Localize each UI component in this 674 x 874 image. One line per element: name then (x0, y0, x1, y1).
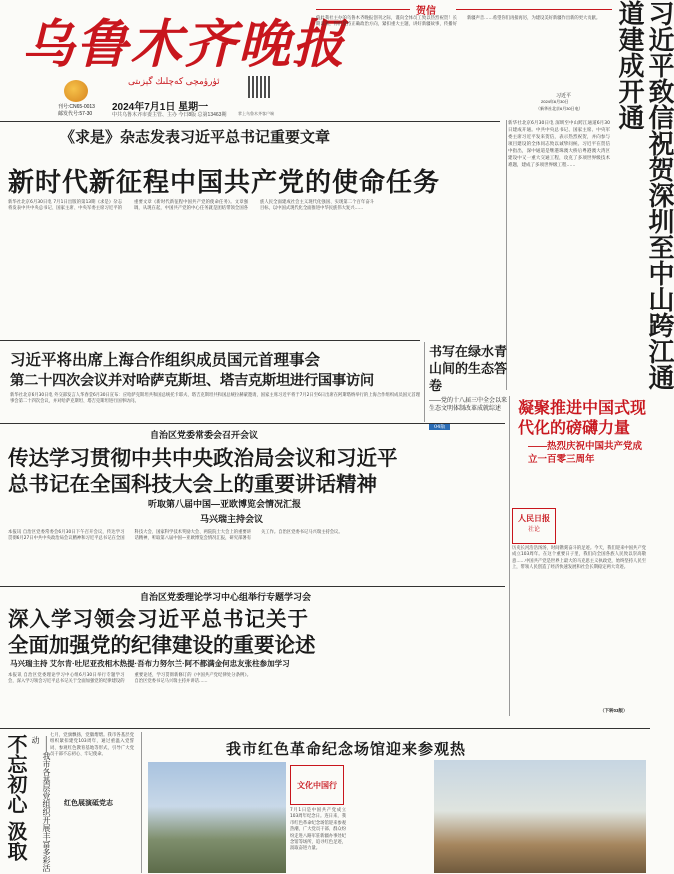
editorial-sub: ——热烈庆祝中国共产党成立一百零三周年 (528, 441, 643, 465)
masthead-title: 乌鲁木齐晚报 (22, 14, 347, 75)
side-box-headline: 书写在绿水青山间的生态答卷 (429, 345, 508, 394)
right-column-headline: 习近平致信祝贺深圳至中山跨江通道建成开通 (614, 0, 674, 390)
article2-headline-line1: 习近平将出席上海合作组织成员国元首理事会 (10, 350, 321, 369)
article4-sub: 马兴瑞主持 艾尔肯·吐尼亚孜相木热提·吾布力努尔兰·阿不都满金何忠友张柱参加学习 (10, 659, 290, 668)
editorial-body: 历史长河浩浩汤汤，时间镌刻奋斗的足迹。今天，我们迎来中国共产党成立103周年。在这个重要日子里，我们向全国各族人民致以崇高敬意……中国共产党是世界上最大的马克思主义执政党，始终坚持人民至上，带领人民创造了经济快速发展和社会长期稳定两大奇迹。 (512, 546, 646, 571)
masthead-logo-icon (64, 80, 88, 102)
masthead-publisher: 中共乌鲁木齐市委主管、主办 今日8版 总第13463期 (112, 112, 227, 118)
article1-kicker: 《求是》杂志发表习近平总书记重要文章 (60, 128, 331, 146)
article4-body: 本报讯 自治区党委理论学习中心组6月30日举行专题学习会，深入学习领会习近平总书记关于全面加强党的纪律建设的重要论述，学习贯彻新修订的《中国共产党纪律处分条例》。自治区党委书记马兴瑞主持并讲话…… (8, 673, 251, 685)
peoples-daily-logo-text: 人民日报 (518, 513, 550, 523)
article4-headline-line2: 全面加强党的纪律建设的重要论述 (8, 633, 316, 657)
right-column (614, 0, 674, 400)
peoples-daily-logo (512, 508, 556, 544)
congrats-sign: 习近平 (556, 93, 572, 99)
congrats-sign-date: 2024年6月30日 (541, 99, 569, 104)
masthead-issn: 刊号:CN65-0013 (58, 104, 95, 110)
masthead-date: 2024年7月1日 星期一 (112, 102, 209, 113)
article3-sub1: 听取第八届中国—亚欧博览会情况汇报 (148, 499, 302, 509)
congrats-caption: （新华社北京6月30日电） (536, 106, 583, 111)
right-col-body: 新华社北京6月30日电 深圳至中山跨江通道6月30日建成开通。中共中央总书记、国家主席、中央军委主席习近平发来贺信，表示热烈祝贺，并向参与项目建设的全体同志致以诚挚问候。习近平在贺信中指出，深中通道是继港珠澳大桥后粤港澳大湾区建设中又一重大交通工程，攻克了多项世界级技术难题，建成了多项世界级工程…… (508, 121, 610, 168)
article1-headline: 新时代新征程中国共产党的使命任务 (8, 168, 441, 198)
congrats-banner: 贺信 (416, 6, 436, 17)
article3-headline-line2: 总书记在全国科技大会上的重要讲话精神 (8, 472, 377, 496)
side-box-page-ref: 04版 (429, 423, 450, 430)
photo-placeholder-2 (434, 760, 646, 873)
editorial-page-ref: （下转03版） (600, 708, 628, 713)
article3-kicker: 自治区党委常委会召开会议 (150, 431, 259, 441)
bottom-right-body-col2 (350, 762, 430, 872)
bottom-left-body: 七月，党旗飘扬，党徽熠熠。我市各基层党组织紧扣建党103周年，通过重温入党誓词、参观红色教育基地等形式，引导广大党员干部不忘初心、牢记使命。 (50, 733, 134, 758)
masthead-postal: 邮发代号:57-30 (58, 111, 93, 117)
side-box (424, 342, 509, 430)
congrats-box (316, 2, 612, 118)
article3-sub2: 马兴瑞主持会议 (200, 514, 264, 524)
culture-stamp (290, 765, 344, 805)
culture-stamp-text: 文化中国行 (297, 780, 337, 790)
bottom-right-headline: 我市红色革命纪念场馆迎来参观热 (226, 740, 467, 758)
app-note: 掌上乌鲁木齐客户端 (238, 111, 274, 116)
qr-code-icon (248, 76, 270, 98)
bottom-left-vertical-title: 不忘初心 汲取 (4, 734, 28, 861)
masthead-uyghur: ئۈرۈمچى كەچلىك گېزىتى (128, 76, 220, 86)
bottom-right-body: 7月1日是中国共产党成立103周年纪念日。连日来，我市红色革命纪念场馆迎来参观热潮，广大党员干部、群众纷纷走进八路军驻新疆办事处纪念馆等场所，追寻红色足迹，汲取奋进力量。 (290, 808, 346, 852)
article3-body: 本报讯 自治区党委常委会6月30日下午召开会议，传达学习贯彻6月27日中共中央政治局会议精神和习近平总书记在全国科技大会、国家科学技术奖励大会、两院院士大会上的重要讲话精神，听取第八届中国—亚欧博览会情况汇报，研究部署有关工作。自治区党委书记马兴瑞主持会议。 (8, 530, 343, 542)
article1-body: 新华社北京6月30日电 7月1日出版的第13期《求是》杂志将发表中共中央总书记、国家主席、中央军委主席习近平的重要文章《新时代新征程中国共产党的使命任务》。文章强调，从现在起，中国共产党的中心任务就是团结带领全国各族人民全面建成社会主义现代化强国、实现第二个百年奋斗目标，以中国式现代化全面推进中华民族伟大复兴…… (8, 200, 374, 212)
congrats-text: 值此我社主办的乌鲁木齐晚报创刊之际，谨向全体员工致以热烈祝贺！长期以来，你们坚持正确政治方向，紧扣重大主题，讲好新疆故事，传播好新疆声音……希望你们再接再厉，为建设美好新疆作出新的更大贡献。 (316, 16, 601, 28)
article4-headline-line1: 深入学习领会习近平总书记关于 (8, 607, 309, 631)
bottom-left-vertical-sub: ——我市各基层党组织开展丰富多彩活动 (31, 736, 51, 872)
article2-body: 新华社北京6月30日电 外交部发言人华春莹6月30日宣布：应哈萨克斯坦共和国总统托卡耶夫、塔吉克斯坦共和国总统拉赫蒙邀请，国家主席习近平将于7月2日至6日出席在阿斯塔纳举行的上海合作组织成员国元首理事会第二十四次会议，并对哈萨克斯坦、塔吉克斯坦进行国事访问。 (10, 393, 420, 405)
editorial-headline: 凝聚推进中国式现代化的磅礴力量 (518, 398, 647, 437)
article2-headline-line2: 第二十四次会议并对哈萨克斯坦、塔吉克斯坦进行国事访问 (10, 373, 374, 389)
photo-placeholder (148, 762, 286, 873)
side-box-sub: ——党的十八届三中全会以来生态文明体制改革成就综述 (429, 398, 508, 412)
article4-kicker: 自治区党委理论学习中心组举行专题学习会 (140, 593, 312, 603)
article3-headline-line1: 传达学习贯彻中共中央政治局会议和习近平 (8, 446, 398, 470)
peoples-daily-logo-sub: 社论 (527, 527, 540, 533)
bottom-left-subtitle: 红色展演砥党志 (64, 798, 113, 807)
